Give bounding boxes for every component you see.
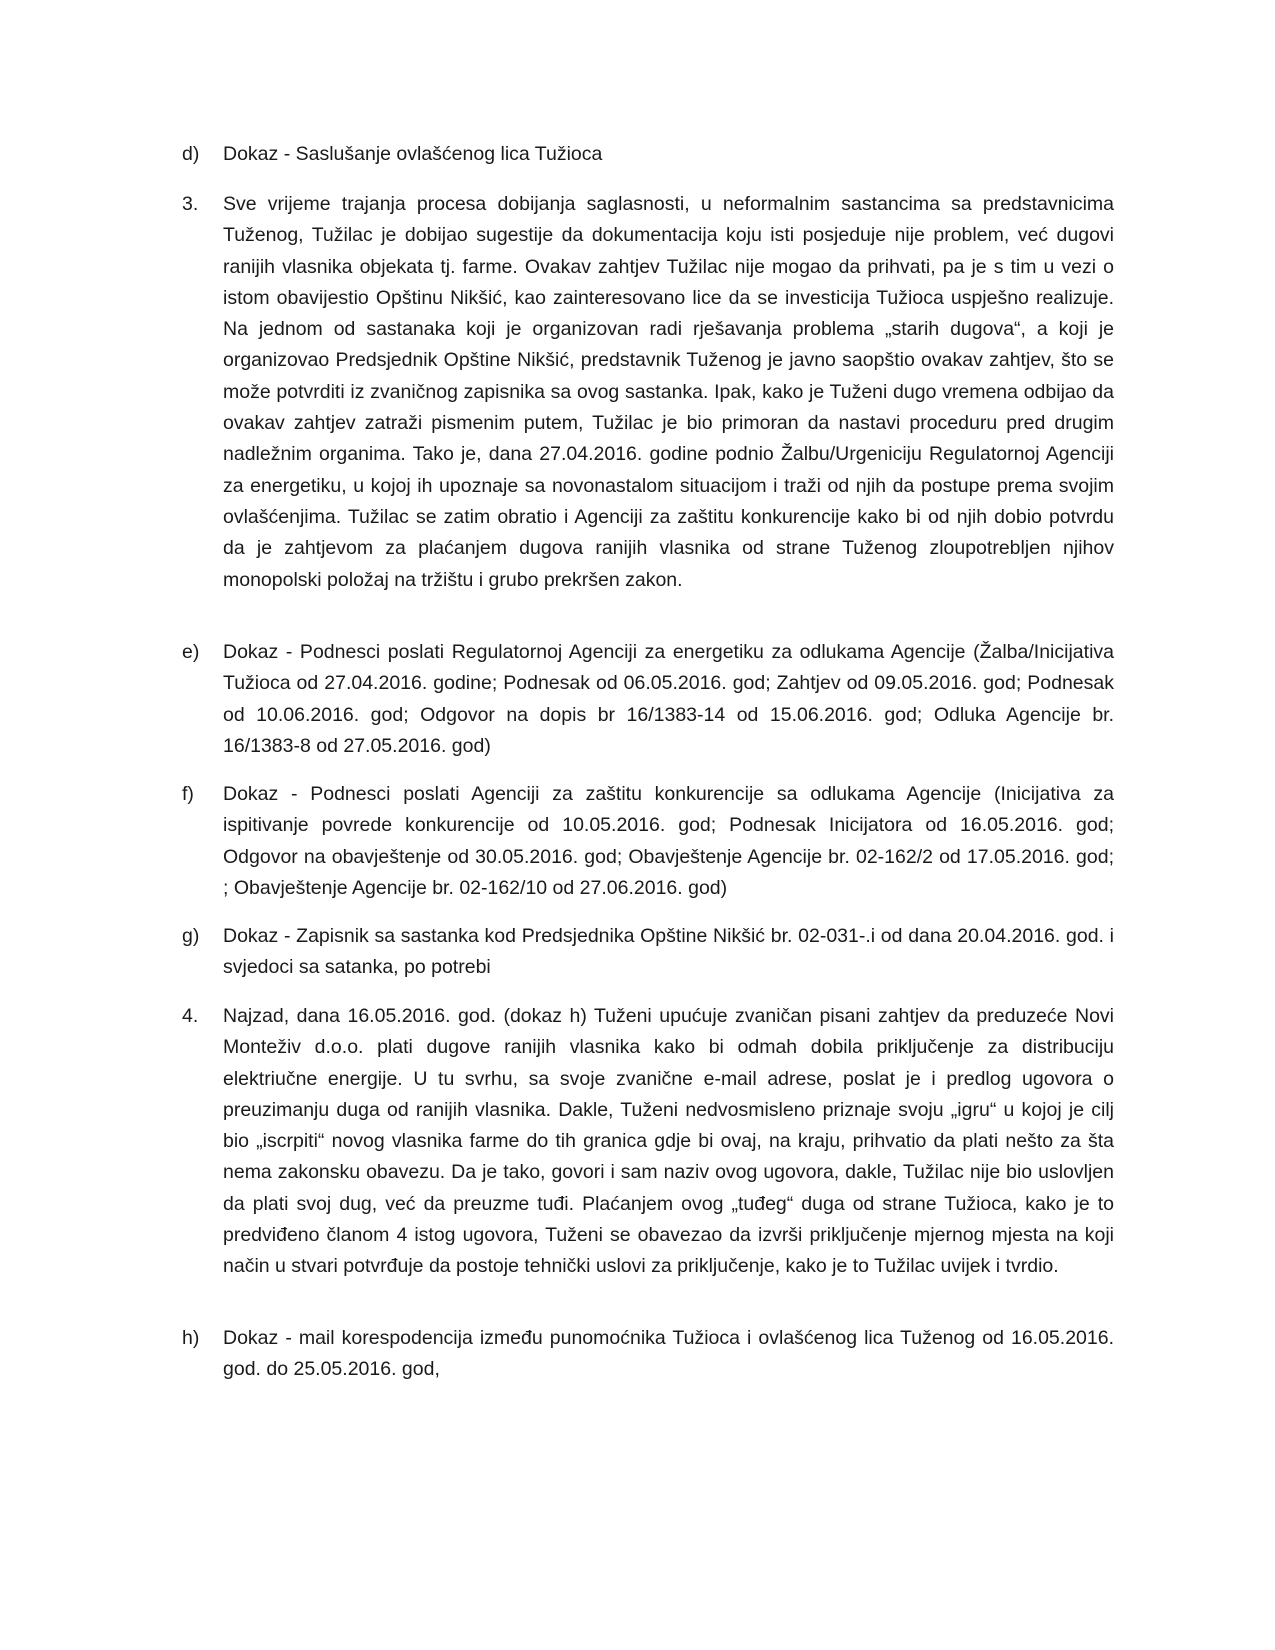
numbered-paragraph-3 [182,189,1114,596]
numbered-paragraph-4 [182,1001,1114,1283]
item-marker: e) [182,641,200,663]
item-marker: 3. [182,193,199,215]
item-marker: d) [182,143,200,165]
item-text: Sve vrijeme trajanja procesa dobijanja saglasnosti, u neformalnim sastancima sa predstavnicima Tuženog, Tužilac je dobijao sugestije da dokumentacija koju isti posjeduje nije problem, već dugovi ranijih vlasnika objekata tj. farme. Ovakav zahtjev Tužilac nije mogao da prihvati, pa je s tim u vezi o istom obavijestio Opštinu Nikšić, kao zainteresovano lice da se investicija Tužioca uspješno realizuje. Na jednom od sastanaka koji je organizovan radi rješavanja problema „starih dugova“, a koji je organizovao Predsjednik Opštine Nikšić, predstavnik Tuženog je javno saopštio ovakav zahtjev, što se može potvrditi iz zvaničnog zapisnika sa ovog sastanka. Ipak, kako je Tuženi dugo vremena odbijao da ovakav zahtjev zatraži pismenim putem, Tužilac je bio primoran da nastavi proceduru pred drugim nadležnim organima. Tako je, dana 27.04.2016. godine podnio Žalbu/Urgeniciju Regulatornoj Agenciji za energetiku, u kojoj ih upoznaje sa novonastalom situacijom i traži od njih da postupe prema svojim ovlašćenjima. Tužilac se zatim obratio i Agenciji za zaštitu konkurencije kako bi od njih dobio potvrdu da je zahtjevom za plaćanjem dugova ranijih vlasnika od strane Tuženog zloupotrebljen njihov monopolski položaj na tržištu i grubo prekršen zakon. [223,193,1114,591]
item-text: Najzad, dana 16.05.2016. god. (dokaz h) Tuženi upućuje zvaničan pisani zahtjev da preduzeće Novi Monteživ d.o.o. plati dugove ranijih vlasnika kako bi odmah dobila priključenje za distribuciju elektriučne energije. U tu svrhu, sa svoje zvanične e-mail adrese, poslat je i predlog ugovora o preuzimanju duga od ranijih vlasnika. Dakle, Tuženi nedvosmisleno priznaje svoju „igru“ u kojoj je cilj bio „iscrpiti“ novog vlasnika farme do tih granica gdje bi ovaj, na kraju, prihvatio da plati nešto za šta nema zakonsku obavezu. Da je tako, govori i sam naziv ovog ugovora, dakle, Tužilac nije bio uslovljen da plati svoj dug, već da preuzme tuđi. Plaćanjem ovog „tuđeg“ duga od strane Tužioca, kako je to predviđeno članom 4 istog ugovora, Tuženi se obavezao da izvrši priključenje mjernog mjesta na koji način u stvari potvrđuje da postoje tehnički uslovi za priključenje, kako je to Tužilac uvijek i tvrdio. [223,1005,1114,1278]
item-marker: h) [182,1327,200,1349]
item-text: Dokaz - Saslušanje ovlašćenog lica Tužioca [223,143,603,165]
item-marker: f) [182,783,194,805]
evidence-item-g [182,921,1114,984]
evidence-item-d [182,139,1114,170]
item-marker: 4. [182,1005,199,1027]
item-marker: g) [182,925,200,947]
item-text: Dokaz - Podnesci poslati Regulatornoj Agenciji za energetiku za odlukama Agencije (Žalba/Inicijativa Tužioca od 27.04.2016. godine; Podnesak od 06.05.2016. god; Zahtjev od 09.05.2016. god; Podnesak od 10.06.2016. god; Odgovor na dopis br 16/1383-14 od 15.06.2016. god; Odluka Agencije br. 16/1383-8 od 27.05.2016. god) [223,641,1114,757]
evidence-item-h [182,1323,1114,1386]
evidence-item-e [182,637,1114,762]
item-text: Dokaz - Zapisnik sa sastanka kod Predsjednika Opštine Nikšić br. 02-031-.i od dana 20.04.2016. god. i svjedoci sa satanka, po potrebi [223,925,1114,979]
item-text: Dokaz - mail korespodencija između punomoćnika Tužioca i ovlašćenog lica Tuženog od 16.05.2016. god. do 25.05.2016. god, [223,1327,1114,1381]
evidence-item-f [182,779,1114,904]
item-text: Dokaz - Podnesci poslati Agenciji za zaštitu konkurencije sa odlukama Agencije (Inicijativa za ispitivanje povrede konkurencije od 10.05.2016. god; Podnesak Inicijatora od 16.05.2016. god; Odgovor na obavještenje od 30.05.2016. god; Obavještenje Agencije br. 02-162/2 od 17.05.2016. god; ; Obavještenje Agencije br. 02-162/10 od 27.06.2016. god) [223,783,1114,899]
